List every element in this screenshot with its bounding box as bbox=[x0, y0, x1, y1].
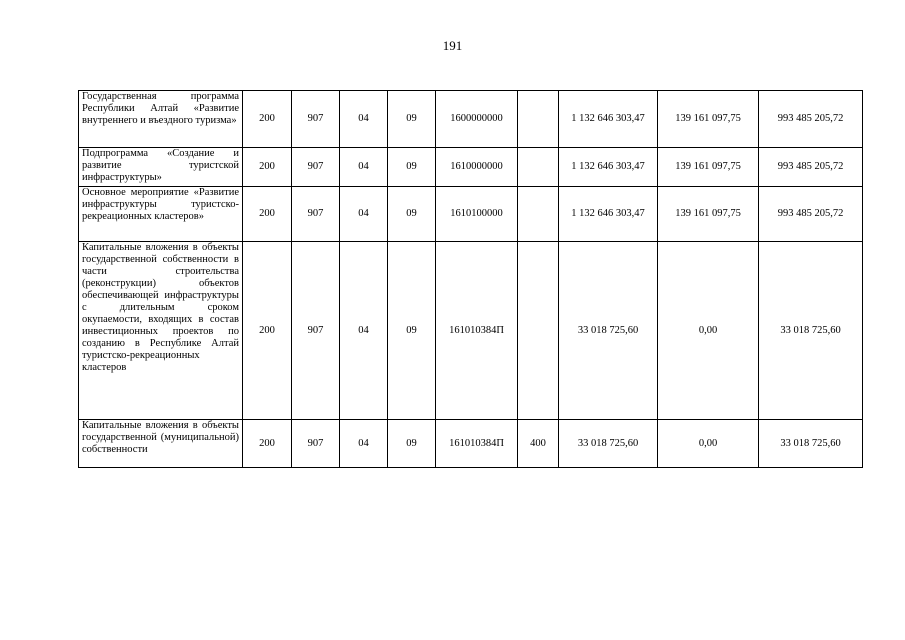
cell-subsection: 09 bbox=[388, 242, 436, 420]
budget-table bbox=[78, 90, 863, 468]
cell-section: 04 bbox=[340, 420, 388, 468]
cell-expense-type bbox=[518, 242, 559, 420]
cell-grbs-code: 907 bbox=[292, 91, 340, 148]
cell-amount-2: 0,00 bbox=[658, 420, 759, 468]
cell-amount-3: 33 018 725,60 bbox=[759, 420, 863, 468]
cell-amount-3: 33 018 725,60 bbox=[759, 242, 863, 420]
cell-expense-type: 400 bbox=[518, 420, 559, 468]
cell-amount-3: 993 485 205,72 bbox=[759, 91, 863, 148]
cell-expense-type bbox=[518, 148, 559, 187]
cell-section: 04 bbox=[340, 148, 388, 187]
cell-amount-total: 33 018 725,60 bbox=[559, 242, 658, 420]
cell-section: 04 bbox=[340, 242, 388, 420]
table-row bbox=[79, 91, 863, 148]
cell-grbs-code: 907 bbox=[292, 187, 340, 242]
cell-amount-total: 1 132 646 303,47 bbox=[559, 148, 658, 187]
cell-grbs-code: 907 bbox=[292, 242, 340, 420]
cell-admin-code: 200 bbox=[243, 242, 292, 420]
cell-grbs-code: 907 bbox=[292, 148, 340, 187]
cell-subsection: 09 bbox=[388, 187, 436, 242]
cell-amount-total: 1 132 646 303,47 bbox=[559, 91, 658, 148]
cell-target-article: 1600000000 bbox=[436, 91, 518, 148]
row-name-cell: Капитальные вложения в объекты государственной собственности в части строительства (реконструкции) объектов обеспечивающей инфраструктуры с длительным сроком окупаемости, входящих в состав инвестиционных проектов по созданию в Республике Алтай туристско-рекреационных кластеров bbox=[79, 242, 243, 420]
row-name-cell: Капитальные вложения в объекты государственной (муниципальной) собственности bbox=[79, 420, 243, 468]
table-row bbox=[79, 187, 863, 242]
cell-expense-type bbox=[518, 187, 559, 242]
cell-admin-code: 200 bbox=[243, 91, 292, 148]
cell-target-article: 161010384П bbox=[436, 420, 518, 468]
cell-admin-code: 200 bbox=[243, 187, 292, 242]
cell-amount-2: 139 161 097,75 bbox=[658, 187, 759, 242]
cell-target-article: 161010384П bbox=[436, 242, 518, 420]
cell-target-article: 1610000000 bbox=[436, 148, 518, 187]
cell-subsection: 09 bbox=[388, 148, 436, 187]
cell-amount-3: 993 485 205,72 bbox=[759, 148, 863, 187]
cell-section: 04 bbox=[340, 187, 388, 242]
row-name-cell: Государственная программа Республики Алтай «Развитие внутреннего и въездного туризма» bbox=[79, 91, 243, 148]
cell-amount-2: 139 161 097,75 bbox=[658, 91, 759, 148]
table-row bbox=[79, 148, 863, 187]
cell-grbs-code: 907 bbox=[292, 420, 340, 468]
row-name-cell: Основное мероприятие «Развитие инфраструктуры туристско-рекреационных кластеров» bbox=[79, 187, 243, 242]
cell-subsection: 09 bbox=[388, 91, 436, 148]
cell-subsection: 09 bbox=[388, 420, 436, 468]
page-number: 191 bbox=[442, 38, 463, 53]
cell-expense-type bbox=[518, 91, 559, 148]
cell-admin-code: 200 bbox=[243, 420, 292, 468]
cell-amount-2: 0,00 bbox=[658, 242, 759, 420]
cell-admin-code: 200 bbox=[243, 148, 292, 187]
row-name-cell: Подпрограмма «Создание и развитие туристской инфраструктуры» bbox=[79, 148, 243, 187]
table-row bbox=[79, 242, 863, 420]
cell-amount-total: 33 018 725,60 bbox=[559, 420, 658, 468]
table-row bbox=[79, 420, 863, 468]
cell-section: 04 bbox=[340, 91, 388, 148]
cell-amount-2: 139 161 097,75 bbox=[658, 148, 759, 187]
cell-amount-total: 1 132 646 303,47 bbox=[559, 187, 658, 242]
cell-target-article: 1610100000 bbox=[436, 187, 518, 242]
cell-amount-3: 993 485 205,72 bbox=[759, 187, 863, 242]
